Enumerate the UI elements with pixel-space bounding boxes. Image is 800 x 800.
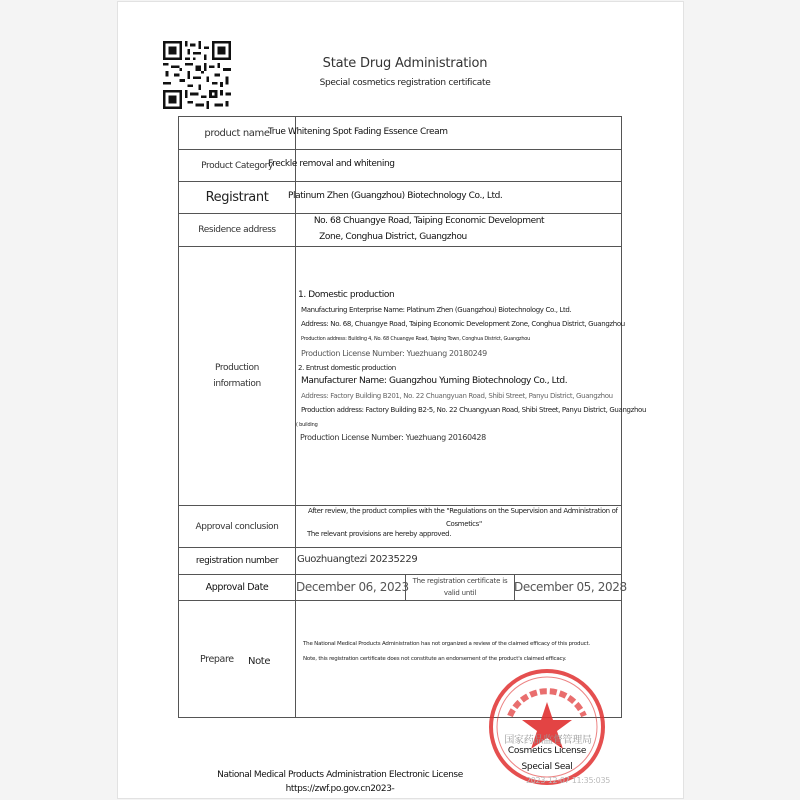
label-approval-conclusion: Approval conclusion bbox=[195, 521, 279, 532]
label-production-information bbox=[179, 247, 295, 505]
entrust-production-title: 2. Entrust domestic production bbox=[298, 364, 396, 372]
domestic-production-title: 1. Domestic production bbox=[298, 290, 395, 300]
footer-link[interactable]: https://zwf.po.gov.cn2023- bbox=[285, 784, 395, 794]
label-production-line1: Production bbox=[215, 363, 259, 373]
production-address-1: Production address: Building 4, No. 68 Chuangye Road, Taiping Town, Conghua District, Guangzhou bbox=[301, 336, 531, 342]
label-registration-number: registration number bbox=[195, 556, 279, 566]
label-registrant: Registrant bbox=[205, 190, 269, 205]
label-approval-date: Approval Date bbox=[205, 582, 269, 593]
column-divider bbox=[295, 116, 296, 718]
footer-line1: National Medical Products Administration Electronic License bbox=[217, 770, 463, 780]
qr-code bbox=[163, 41, 231, 109]
valid-until-value: December 05, 2028 bbox=[514, 580, 627, 594]
production-license-1: Production License Number: Yuezhuang 20180249 bbox=[301, 349, 487, 358]
prepare-note-line1: The National Medical Products Administration has not organized a review of the claimed efficacy of this product. bbox=[303, 641, 590, 647]
seal-chinese-text: 国家药品监督管理局 bbox=[504, 735, 592, 746]
seal-caption-line2: Special Seal bbox=[521, 762, 573, 772]
prepare-note-line2: Note, this registration certificate does not constitute an endorsement of the product's claimed efficacy. bbox=[303, 656, 567, 662]
approval-conclusion-line3: The relevant provisions are hereby approved. bbox=[307, 530, 452, 538]
document-title: State Drug Administration bbox=[322, 56, 488, 71]
seal-timestamp: 2023-12-07 11:35:035 bbox=[525, 776, 611, 785]
approval-date-value: December 06, 2023 bbox=[296, 580, 409, 594]
valid-until-label-line2: valid until bbox=[443, 589, 477, 597]
valid-until-label-line1: The registration certificate is bbox=[412, 577, 508, 585]
label-product-category: Product Category bbox=[201, 160, 273, 171]
document-subtitle: Special cosmetics registration certificate bbox=[319, 78, 491, 88]
registration-number-value: Guozhuangtezi 20235229 bbox=[297, 554, 418, 565]
residence-address-line2: Zone, Conghua District, Guangzhou bbox=[319, 232, 467, 242]
manufacturer-name: Manufacturer Name: Guangzhou Yuming Biotechnology Co., Ltd. bbox=[301, 376, 568, 386]
approval-conclusion-line2: Cosmetics" bbox=[446, 520, 482, 528]
label-production-line2: information bbox=[213, 379, 261, 389]
label-prepare: Prepare bbox=[200, 654, 234, 665]
residence-address-line1: No. 68 Chuangye Road, Taiping Economic Development bbox=[313, 216, 545, 226]
approval-conclusion-line1: After review, the product complies with the "Regulations on the Supervision and Administration of bbox=[308, 507, 618, 515]
production-address-2-wrap: ( building bbox=[296, 422, 318, 428]
label-note: Note bbox=[248, 656, 271, 667]
product-name-value: True Whitening Spot Fading Essence Cream bbox=[268, 127, 448, 137]
registrant-value: Platinum Zhen (Guangzhou) Biotechnology Co., Ltd. bbox=[288, 191, 503, 201]
footer bbox=[200, 768, 480, 796]
manufacturing-address: Address: No. 68, Chuangye Road, Taiping Economic Development Zone, Conghua District, Guangzhou bbox=[301, 320, 625, 328]
label-residence-address: Residence address bbox=[198, 225, 276, 235]
product-category-value: Freckle removal and whitening bbox=[268, 159, 395, 169]
seal-caption-line1: Cosmetics License bbox=[507, 746, 587, 756]
manufacturing-enterprise: Manufacturing Enterprise Name: Platinum Zhen (Guangzhou) Biotechnology Co., Ltd. bbox=[301, 306, 572, 314]
label-product-name: product name bbox=[204, 127, 270, 139]
production-license-2: Production License Number: Yuezhuang 20160428 bbox=[300, 433, 486, 442]
production-address-2: Production address: Factory Building B2-5, No. 22 Chuangyuan Road, Shibi Street, Panyu District, Guangzhou bbox=[301, 406, 647, 414]
manufacturer-address: Address: Factory Building B201, No. 22 Chuangyuan Road, Shibi Street, Panyu District, Guangzhou bbox=[301, 392, 613, 400]
